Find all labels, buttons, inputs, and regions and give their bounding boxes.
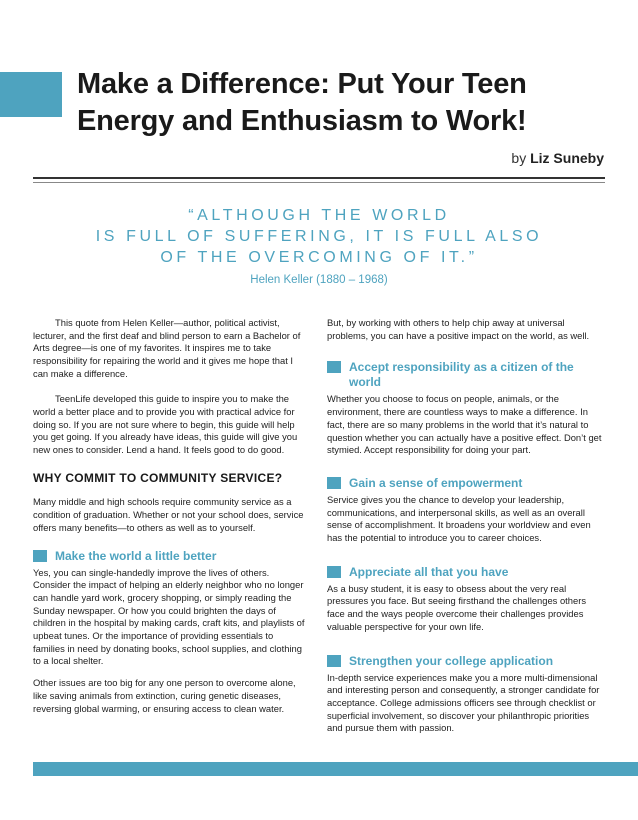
why-paragraph: Many middle and high schools require community service as a condition of graduation. Whether or not your school does, service offers many benefits—to others as well as to yourself. <box>33 496 304 533</box>
quote-attribution: Helen Keller (1880 – 1968) <box>250 274 388 286</box>
square-bullet-icon <box>327 655 341 667</box>
subheading-college <box>327 654 605 669</box>
make-world-paragraph-2: Other issues are too big for any one person to overcome alone, like saving animals from extinction, curing genetic diseases, reversing global warming, or ensuring access to clean water. <box>33 677 296 714</box>
accent-block <box>0 72 62 117</box>
square-bullet-icon <box>33 550 47 562</box>
subheading-accept-responsibility <box>327 360 605 390</box>
footer-accent-bar <box>33 762 638 776</box>
header-rule-thick <box>33 177 605 179</box>
quote-line-3: OF THE OVERCOMING OF IT.” <box>160 249 478 266</box>
page-title <box>77 66 597 140</box>
intro-paragraph: This quote from Helen Keller—author, political activist, lecturer, and the first deaf and blind person to earn a Bachelor of Arts degree—is one of my favorites. It inspires me to take responsibility for repairing the world and it gives me hope that I can make a difference. <box>33 317 301 379</box>
accept-responsibility-paragraph: Whether you choose to focus on people, animals, or the environment, there are countless ways to make a difference. In fact, there are so many problems in the world that it’s natural to question whether you can actually have a positive effect. Don’t get stymied. Accept responsibility for doing your part. <box>327 393 602 456</box>
title-line-1: Make a Difference: Put Your Teen <box>77 68 527 100</box>
pull-quote <box>60 205 578 268</box>
title-line-2: Energy and Enthusiasm to Work! <box>77 105 527 137</box>
continuation-paragraph: But, by working with others to help chip away at universal problems, you can have a positive impact on the world, as well. <box>327 317 590 341</box>
subheading-label: Strengthen your college application <box>349 653 554 668</box>
right-column <box>327 317 605 735</box>
subheading-appreciate <box>327 565 605 580</box>
make-world-paragraph-1: Yes, you can single-handedly improve the lives of others. Consider the impact of helping an elderly neighbor who no longer can handle yard work, grocery shopping, or simply reading the Sunday newspaper. Or how you could brighten the days of children in the hospital by making cards, craft kits, and playlists of upbeat tunes. Or the importance of providing essentials to families in need by donating books, school supplies, and clothing to a local shelter. <box>33 566 305 667</box>
subheading-label: Gain a sense of empowerment <box>349 475 523 490</box>
subheading-label: Accept responsibility as a citizen of the world <box>349 360 574 390</box>
author-name: Liz Suneby <box>530 150 604 166</box>
byline-prefix: by <box>511 150 527 166</box>
byline <box>511 150 604 166</box>
subheading-label: Make the world a little better <box>55 548 217 563</box>
square-bullet-icon <box>327 566 341 578</box>
appreciate-paragraph: As a busy student, it is easy to obsess about the very real pressures you face. But seeing firsthand the challenges others face and the ways people overcome their challenges provides valuable perspective for your own life. <box>327 582 587 632</box>
teenlife-paragraph: TeenLife developed this guide to inspire you to make the world a better place and to provide you with practical advice for doing so. If you are not sure where to begin, this guide will help you get going. If you already have ideas, this guide will give you new ones to consider. Lend a hand. It feels good to do good. <box>33 393 298 456</box>
quote-line-2: IS FULL OF SUFFERING, IT IS FULL ALSO <box>95 228 543 245</box>
subheading-empowerment <box>327 476 605 491</box>
square-bullet-icon <box>327 477 341 489</box>
left-column <box>33 317 306 715</box>
quote-line-1: “ALTHOUGH THE WORLD <box>188 207 450 224</box>
section-heading: WHY COMMIT TO COMMUNITY SERVICE? <box>33 470 283 485</box>
subheading-label: Appreciate all that you have <box>349 564 509 579</box>
square-bullet-icon <box>327 361 341 373</box>
subheading-make-world-better <box>33 549 306 564</box>
empowerment-paragraph: Service gives you the chance to develop your leadership, communications, and interpersonal skills, as well as an overall sense of accomplishment. It broadens your worldview and even has the potential to introduce you to career choices. <box>327 493 591 544</box>
header-rule-thin <box>33 182 605 183</box>
college-paragraph: In-depth service experiences make you a more multi-dimensional and interesting person and consequently, a stronger candidate for acceptance. College admissions officers see through checklist or superficial involvement, so discover your philanthropic priorities and pursue them with passion. <box>327 671 600 734</box>
